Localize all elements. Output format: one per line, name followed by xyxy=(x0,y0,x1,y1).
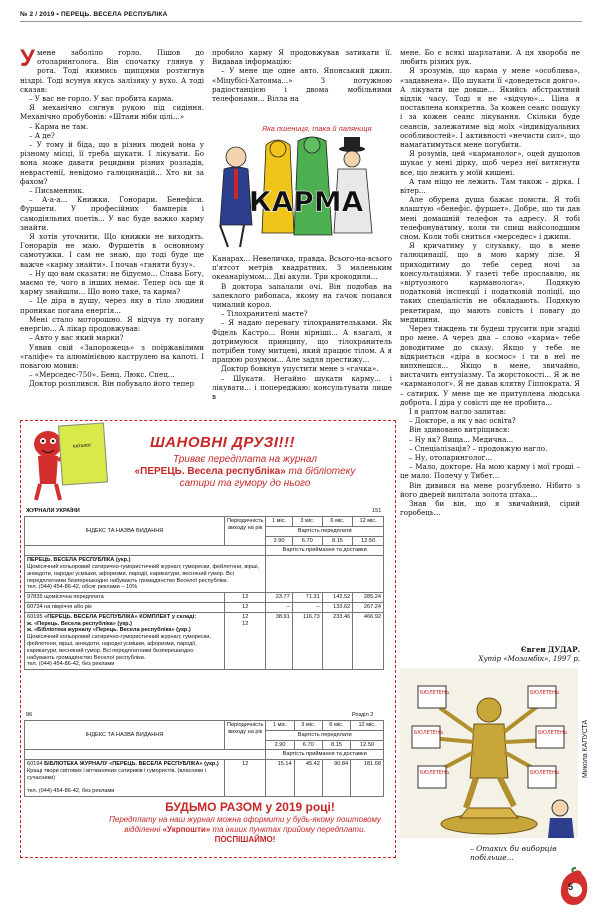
article-paragraph: Доктор бовкнув упустити мене з «гачка». xyxy=(221,364,379,374)
article-paragraph: – Тілохранителі маєте? xyxy=(221,309,308,319)
publication-index: 60734 xyxy=(27,603,43,610)
period-cell: 12 xyxy=(242,620,249,627)
article-paragraph: – «Мерседес-750». Бенц. Люкс. Спец... xyxy=(29,370,175,380)
price-cell: 23.77 xyxy=(266,593,292,603)
col-header-m3: 3 міс. xyxy=(292,517,322,527)
publication-contacts: тел. (044) 454-86-42, без реклами xyxy=(27,788,115,795)
article-column-2-bottom xyxy=(212,254,392,416)
publication-contacts: тел. (044) 454-86-42, обсяг реклами – 10% xyxy=(27,584,138,591)
col-header-price: Вартість передплати xyxy=(266,526,384,536)
article-paragraph: Він дивився на мене розгублено. Нібито з його дверей вилітала золота птаха... xyxy=(400,480,580,499)
catalog-name: ЖУРНАЛИ УКРАЇНИ xyxy=(26,508,80,514)
catalog-page-2: 96 xyxy=(26,712,33,718)
price-cell: 38.91 xyxy=(266,612,292,669)
article-paragraph: – Я надаю перевагу тілохранительками. Як Фідель Кастро... Вони вірніші... А взагалі, я дотримуюся принципу, що тілохранитель потрібен тому митцеві, який працює тілом. А я працюю розумом... Але задля престижу... xyxy=(212,318,392,365)
publication-variant: щомісячна передплата xyxy=(44,594,104,601)
dropcap: У xyxy=(20,45,35,72)
price-cell: 142.52 xyxy=(322,593,353,603)
bundle-item: ж. «Бібліотека журналу «Перець. Весела республіка» (укр.) xyxy=(27,627,191,634)
article-paragraph: – Ну, отоларинголог... xyxy=(409,452,493,462)
article-paragraph: Через тиждень ти будеш трусити при згадці про мене. А через два – слово «карма» тебе доводитиме до сказу. Якщо у тебе не відкриється «діра в космос» і ти в неї не випхнешся... Якщо в мене, звичайно, вистачить ентузіазму. Та жорстокості... Я ж не «карманолог». Я не давав клятву Гіппократа. Я – сатирик. У мене ще не притуплена людська доброта. І діра у совісті ще не пробита... xyxy=(400,324,580,407)
page-header: № 2 / 2019 • ПЕРЕЦЬ. ВЕСЕЛА РЕСПУБЛІКА xyxy=(20,8,582,22)
article-paragraph: Він здивовано витріщився: xyxy=(409,425,510,435)
price-cell: – xyxy=(266,602,292,612)
publication-variant: на півріччя або рік xyxy=(44,603,92,610)
article-paragraph: Але обурена душа бажає помсти. Я тобі влаштую «бенефіс. фуршет». Добре, що ти дав мені домашній телефон та адресу. Я тобі телефонуватиму, коли ти спиш найсолодшим сном. Коли тобі сниться «мерседес» і джипи. xyxy=(400,195,580,242)
publication-desc: Кращі твори світових і вітчизняних сатириків і гумористів. (власники і сучасники) xyxy=(27,767,207,781)
article-paragraph: – А де? xyxy=(29,130,55,140)
subscription-table-1 xyxy=(24,516,384,670)
catalog-section: Розділ 2 xyxy=(352,712,374,718)
article-paragraph: В доктора запалали очі. Він подобав на запеклого рибопаса, якому на гачок попався чималий корол. xyxy=(212,281,392,310)
publication-title: ПЕРЕЦЬ. ВЕСЕЛА РЕСПУБЛІКА (укр.) xyxy=(27,557,131,564)
period-cell: 12 xyxy=(225,760,266,797)
article-paragraph: – Письменник. xyxy=(29,186,85,196)
caricature-2-caption: – Отаких би виборців побільше... xyxy=(470,844,557,862)
period-cell: 12 xyxy=(225,593,266,603)
article-paragraph: – Докторе, а як у вас освіта? xyxy=(409,416,516,426)
ballot-label: БЮЛЕТЕНЬ xyxy=(538,730,568,736)
publication-index: 97835 xyxy=(27,594,43,601)
col-header-index: ІНДЕКС ТА НАЗВА ВИДАННЯ xyxy=(25,721,225,750)
col-header-m12: 12 міс. xyxy=(353,517,384,527)
author-name: Євген ДУДАР. xyxy=(520,645,580,654)
table-row xyxy=(25,602,384,612)
page-number: 5 xyxy=(568,882,574,892)
price-cell: 466.92 xyxy=(353,612,384,669)
article-column-1 xyxy=(20,45,204,416)
article-paragraph: Я механічно сягнув рукою під сидіння. Механічно пробубонів: «Штани ніби цілі...» xyxy=(20,103,204,122)
catalog-page: 151 xyxy=(372,508,382,514)
price-cell: 15.14 xyxy=(266,760,294,797)
publication-index: 60194 xyxy=(27,761,43,768)
price-cell: 45.42 xyxy=(294,760,322,797)
article-paragraph: А там ніщо не лежить. Там також – дірка. І вітер... xyxy=(400,176,580,196)
promo-cta: ПОСПІШАЙМО! xyxy=(214,835,276,844)
promo-subtitle xyxy=(125,454,365,490)
publication-desc: Щомісячний кольоровий сатирично-гумористичний журнал; гуморески, фейлетони, вірші, анекдоти, народні усмішки, афоризми, пародії, карикатури, весняний гумор. Всі передплатники безперешкодно набувають громадянство Веселої республіки. xyxy=(27,634,211,661)
article-paragraph: – Карма не там. xyxy=(29,121,89,131)
col-header-period: Періодичність виходу на рік xyxy=(225,721,266,750)
fee-cell: 8.15 xyxy=(322,536,353,546)
promo-title: ШАНОВНІ ДРУЗІ!!! xyxy=(150,434,296,451)
fee-cell: 6.70 xyxy=(294,740,322,750)
col-header-price: Вартість передплати xyxy=(266,730,384,740)
table-row xyxy=(25,556,384,593)
fee-cell: 2.90 xyxy=(266,740,294,750)
article-paragraph: – У мене ще одне авто. Японський джип. «Міцубісі-Хатояма...» З потужною радіостанцією і двома мобільними телефонами... Вілла на xyxy=(212,66,392,104)
ballot-label: БЮЛЕТЕНЬ xyxy=(530,690,560,696)
promo-brand: «ПЕРЕЦЬ. Весела республіка» xyxy=(134,466,286,477)
publication-title: БІБЛІОТЕКА ЖУРНАЛУ «ПЕРЕЦЬ. ВЕСЕЛА РЕСПУБЛІКА» (укр.) xyxy=(44,761,219,768)
article-paragraph: – А-а-а... Книжки. Гонорари. Бенефіси. Фуршети. У професійних бамперів і самодіяльних поетів... У вас буде важко карму знайти. xyxy=(20,195,204,232)
promo-bottom-brand: «Укрпошти» xyxy=(162,825,211,834)
article-paragraph: І я раптом нагло запитав: xyxy=(409,406,507,416)
article-paragraph: Уявив свій «Запорожець» з поіржавілими «галіфе» та алюмінієвою каструлею на капоті. І повагою мовив: xyxy=(20,342,204,370)
article-paragraph: – Авто у вас який марки? xyxy=(29,333,124,343)
article-paragraph: – У вас не горло. У вас пробита карма. xyxy=(29,94,174,104)
article-paragraph: пробило карму Я продовжував затикати її. Видавав інформацію: xyxy=(212,48,392,67)
ballot-label: БЮЛЕТЕНЬ xyxy=(420,770,450,776)
publication-index: 60195 xyxy=(27,613,43,620)
price-cell: 71.31 xyxy=(292,593,322,603)
article-paragraph: – Мало, докторе. На мою карму і мої гроші – це мало. Полечу у Тибет... xyxy=(400,462,580,481)
voters-caricature xyxy=(400,668,578,838)
author-place: Хутір «Мозамбік», 1997 р. xyxy=(478,654,580,663)
article-paragraph: Знав би він, що я звичайний, сірий горобець... xyxy=(400,498,580,518)
period-cell: 12 xyxy=(225,602,266,612)
price-cell: 133.62 xyxy=(322,602,353,612)
col-header-index: ІНДЕКС ТА НАЗВА ВИДАННЯ xyxy=(25,517,225,546)
col-header-m1: 1 міс. xyxy=(266,517,292,527)
subscription-table-2 xyxy=(24,720,384,797)
article-paragraph: – Це діра в душу, через яку в тіло людини проникає погана енергія... xyxy=(20,296,204,315)
article-paragraph: Я зрозумів, що карма у мене «особлива», «задавнена». Що шукати її «доведеться довго». А лікувати ще довше... Якийсь абстрактний відлік часу. Тоді я не «відчую»... Ціна я поставлена конкретна. За кожен сеанс пошуку і за кожен сеанс лікування. Скільки буде сеансів, залежатиме від моїх «індивідуальних особливостей». І активності «нечисти сил», що намагатимуться мене погубити. xyxy=(400,66,580,150)
price-cell: 267.24 xyxy=(353,602,384,612)
table-row xyxy=(25,612,384,669)
article-paragraph: – Шукати. Негайно шукати карму... і лікувати... і попереджаю: консультувати лише в xyxy=(212,373,392,402)
promo-bottom-title: БУДЬМО РАЗОМ у 2019 році! xyxy=(165,800,335,814)
article-paragraph: мене заболіло горло. Пішов до отоларинголога. Він спочатку глянув у рота. Тоді якимись щипцями розтягнув ніздрі. Тоді всунув якусь залізяку у вухо. А тоді сказав: xyxy=(20,48,204,94)
price-cell: 233.46 xyxy=(322,612,353,669)
article-paragraph: Я хотів уточнити. Що книжки не виходять. Гонорарів не маю. Фуршетів в основному самотужки. І сам не знаю, що тоді буде ще важче «карму знайти». І почав «ганяти бузу». xyxy=(20,232,204,269)
fee-cell: 8.15 xyxy=(322,740,350,750)
bundle-item: ж. «Перець. Весела республіка» (укр.) xyxy=(27,620,133,627)
article-paragraph: Доктор розплився. Він побувало його тепер xyxy=(29,379,195,389)
article-paragraph: – Спеціалізація? – продовжую нагло. xyxy=(409,443,548,453)
fee-cell: 12.50 xyxy=(351,740,384,750)
publication-contacts: тел. (044) 454-86-42, без реклами xyxy=(27,661,115,668)
article-paragraph: – У тому й біда, що в різних людей вона у різному місці, її треба шукати. І лікувати. Бо вона може давати рецидиви різних розладів, неврастенії, невідомо галюцинацій... Хто ви за фахом? xyxy=(20,140,204,186)
price-cell: 90.84 xyxy=(322,760,350,797)
karma-caricature xyxy=(214,135,392,251)
table-row xyxy=(25,760,384,797)
fee-cell: 2.90 xyxy=(266,536,292,546)
delivery-label: Вартість приймання та доставки xyxy=(266,750,384,760)
article-paragraph: – Ну що вам сказати: не бідуємо... Слава Богу, маємо те, чого в інших немає. Тепер ось ще й карму знайшли... Що воно таке, та карма? xyxy=(20,268,204,297)
publication-desc: Щомісячний кольоровий сатирично-гумористичний журнал; гуморески, фейлетони, вірші, анекдоти, народні усмішки, афоризми, пародії, карикатури, весняний гумор. Всі передплатники безперешкодно набувають громадянство Веселої республіки. xyxy=(27,563,260,584)
col-header-m6: 6 міс. xyxy=(322,517,353,527)
delivery-label: Вартість приймання та доставки xyxy=(266,546,384,556)
article-paragraph: Я кричатиму у слухавку, що в мене галюцинації, що в мою карму лізе. Я приходитиму до тебе серед ночі за консультаціями. У газеті тебе прославлю, як «віртуозного карманолога». Подякую податковій інспекції і податковій поліції, що таких спеціалістів не обкладають. Подякую рекетирам, що мають совість і повагу до медицини. xyxy=(400,241,580,324)
article-column-2-top xyxy=(212,48,392,104)
promo-bottom-line: Передплату на наш журнал можна оформити у будь-якому поштовому відділенні xyxy=(109,815,381,834)
col-header-m12: 12 міс. xyxy=(351,721,384,731)
fee-cell: 6.70 xyxy=(292,536,322,546)
col-header-period: Періодичність виходу на рік xyxy=(225,517,266,546)
col-header-m1: 1 міс. xyxy=(266,721,294,731)
promo-subtitle-line2: та бібліотеку сатири та гумору до нього xyxy=(179,466,356,489)
price-cell: 285.24 xyxy=(353,593,384,603)
price-cell: 116.73 xyxy=(292,612,322,669)
promo-subtitle-line1: Триває передплата на журнал xyxy=(172,454,318,465)
karma-word: КАРМА xyxy=(248,185,364,218)
price-cell: – xyxy=(292,602,322,612)
article-paragraph: Канарах... Невеличка, правда. Всього-на-всього п'ятсот метрів квадратних. З маленьким океанаріумом... Дві акули. Три крокодили... xyxy=(212,254,392,282)
article-column-3 xyxy=(400,48,580,643)
article-paragraph: мене. Бо є всякі шарлатани. А ця хвороба не любить різних рук. xyxy=(400,48,580,67)
author-signature xyxy=(400,645,580,663)
col-header-m6: 6 міс. xyxy=(322,721,350,731)
fee-cell: 12.50 xyxy=(353,536,384,546)
article-paragraph: Я розумів, цей «карманолог», оцей душолов шукає у мені дірку, щоб через неї витягнути все, що лежить у моїй кишені. xyxy=(400,149,580,177)
cartoonist-name: Микола КАПУСТА xyxy=(582,719,589,778)
article-paragraph: Мені стало моторошно. Я відчув ту погану енергію... А лікар продовжував: xyxy=(20,314,204,334)
promo-bottom-text xyxy=(100,815,390,845)
promo-bottom-line: та інших пунктах прийому передплати. xyxy=(212,825,366,834)
period-cell: 12 xyxy=(242,613,249,620)
catalog-book-label: КАТАЛОГ xyxy=(73,442,92,449)
col-header-m3: 3 міс. xyxy=(294,721,322,731)
ballot-label: БЮЛЕТЕНЬ xyxy=(530,770,560,776)
catalog-book-icon xyxy=(58,422,108,485)
caricature-caption: Яка пшениця, така й паляниця xyxy=(262,124,372,133)
publication-title: «ПЕРЕЦЬ. ВЕСЕЛА РЕСПУБЛІКА» КОМПЛЕКТ у складі: xyxy=(44,613,197,620)
page-number-badge xyxy=(556,868,590,908)
ballot-label: БЮЛЕТЕНЬ xyxy=(420,690,450,696)
table-row xyxy=(25,593,384,603)
price-cell: 181.68 xyxy=(351,760,384,797)
article-paragraph: – Ну як? Вища... Медична... xyxy=(409,434,514,444)
ballot-label: БЮЛЕТЕНЬ xyxy=(414,730,444,736)
